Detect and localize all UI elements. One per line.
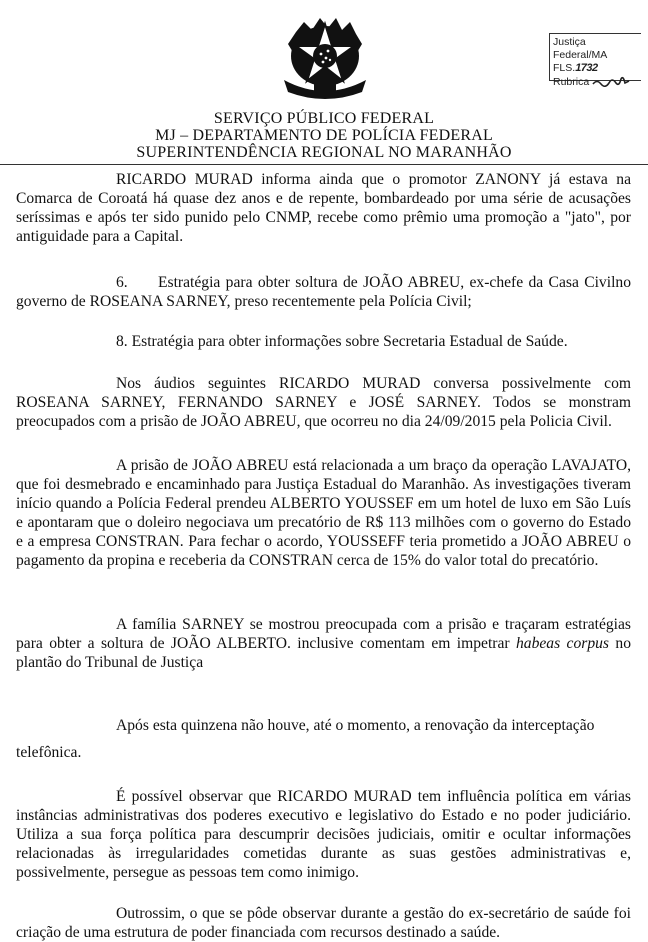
item-6-text: Estratégia para obter soltura de JOÃO ABREU, ex-chefe da Casa Civilno governo de ROSEANA SARNEY, preso recentemente pela Polícia Civil; xyxy=(16,274,631,310)
letterhead-line-1: SERVIÇO PÚBLICO FEDERAL xyxy=(213,110,435,127)
stamp-court-name: Justiça Federal/MA xyxy=(553,36,608,61)
paragraph-lavajato: A prisão de JOÃO ABREU está relacionada a um braço da operação LAVAJATO, que foi desmebrado e encaminhado para Justiça Estadual do Maranhão. As investigações tiveram início quando a Polícia Federal prendeu ALBERTO YOUSSEF em um hotel de luxo em São Luís e apontaram que o doleiro negociava um precatório de R$ 113 milhões com o governo do Estado e a empresa CONSTRAN. Para fechar o acordo, YOUSSEFF teria prometido a JOÃO ABREU o pagamento da propina e receberia da CONSTRAN cerca de 15% do valor total do precatório. xyxy=(16,457,631,569)
stamp-fls-number: 1732 xyxy=(575,62,598,74)
paragraph-zanony: RICARDO MURAD informa ainda que o promotor ZANONY já estava na Comarca de Coroatá há quase dez anos e de repente, bombardeado por uma série de acusações seríssimas e após ter sido punido pelo CNMP, recebe como prêmio uma promoção a "jato", por antiguidade para a Capital. xyxy=(16,171,631,245)
habeas-corpus-term: habeas corpus xyxy=(515,635,610,652)
paragraph-audios: Nos áudios seguintes RICARDO MURAD conversa possivelmente com ROSEANA SARNEY, FERNANDO SARNEY e JOSÉ SARNEY. Todos se monstram preocupados com a prisão de JOÃO ABREU, que ocorreu no dia 24/09/2015 pela Policia Civil. xyxy=(16,375,631,430)
item-8: 8. Estratégia para obter informações sobre Secretaria Estadual de Saúde. xyxy=(116,333,568,350)
paragraph-influencia: É possível observar que RICARDO MURAD tem influência política em várias instâncias administrativas dos poderes executivo e legislativo do Estado e no poder judiciário. Utiliza a sua força política para descumprir decisões judiciais, omitir e ocultar informações relacionadas às irregularidades cometidas durante as suas gestões administrativas e, possivelmente, persegue as pessoas tem como inimigo. xyxy=(16,788,631,881)
paragraph-quinzena xyxy=(16,716,631,762)
item-6-number: 6. xyxy=(116,274,128,291)
court-stamp xyxy=(549,33,641,88)
paragraph-familia-sarney xyxy=(16,615,631,672)
brazil-coat-of-arms-icon xyxy=(276,14,374,104)
paragraph-familia-text-2: no plantão do Tribunal de Justiça xyxy=(16,635,632,671)
item-6 xyxy=(16,273,631,311)
handwritten-signature-icon xyxy=(592,75,630,87)
paragraph-quinzena-line-2: telefônica. xyxy=(16,744,82,761)
paragraph-quinzena-line-1: Após esta quinzena não houve, até o momento, a renovação da interceptação xyxy=(116,717,595,734)
document-body xyxy=(16,170,631,942)
letterhead-line-3: SUPERINTENDÊNCIA REGIONAL NO MARANHÃO xyxy=(136,144,512,161)
header-divider xyxy=(0,164,648,165)
stamp-fls-label: FLS. xyxy=(553,62,576,74)
coat-of-arms-seal xyxy=(276,14,374,104)
paragraph-outrossim: Outrossim, o que se pôde observar durante a gestão do ex-secretário de saúde foi criação de uma estrutura de poder financiada com recursos destinado a saúde. xyxy=(16,905,631,941)
paragraph-familia-text-1: A família SARNEY se mostrou preocupada com a prisão e traçaram estratégias para obter a soltura de JOÃO ALBERTO. inclusive comentam em impetrar xyxy=(16,616,631,652)
stamp-fls-row xyxy=(553,62,641,75)
letterhead-line-2: MJ – DEPARTAMENTO DE POLÍCIA FEDERAL xyxy=(155,127,493,144)
stamp-rubrica-row xyxy=(553,75,641,89)
stamp-rubrica-label: Rubrica xyxy=(553,76,590,88)
letterhead xyxy=(0,110,648,161)
